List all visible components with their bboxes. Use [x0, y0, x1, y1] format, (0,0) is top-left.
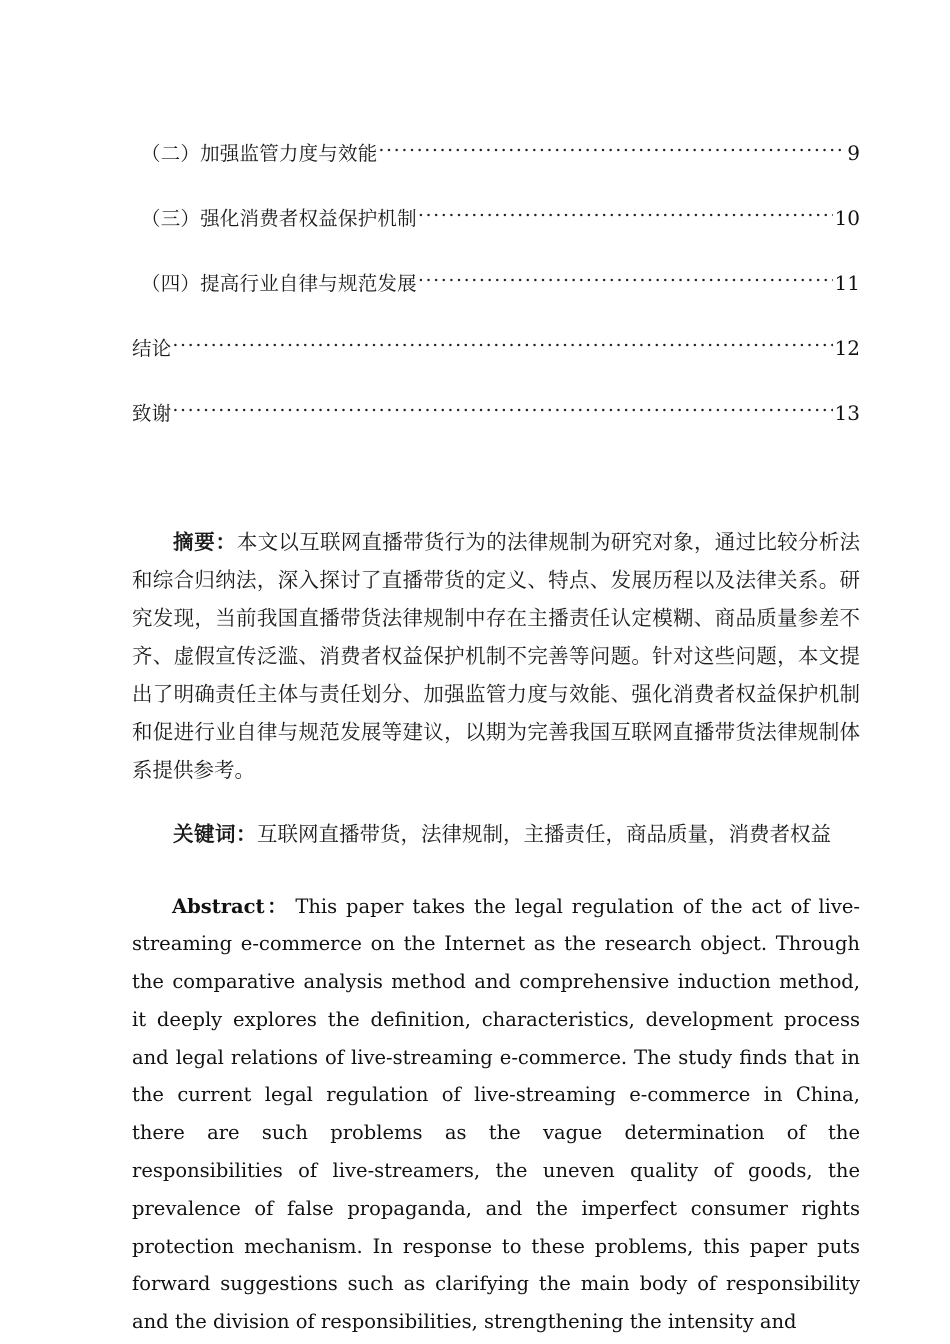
toc-page-number: 12 [834, 336, 860, 360]
toc-page-number: 9 [847, 141, 860, 165]
toc-entry[interactable] [132, 268, 860, 333]
toc-entry-title: （二）加强监管力度与效能 [141, 142, 378, 165]
toc-dot-leader [172, 401, 832, 421]
chinese-abstract-body: 本文以互联网直播带货行为的法律规制为研究对象，通过比较分析法和综合归纳法，深入探讨了直播带货的定义、特点、发展历程以及法律关系。研究发现，当前我国直播带货法律规制中存在主播责任认定模糊、商品质量参差不齐、虚假宣传泛滥、消费者权益保护机制不完善等问题。针对这些问题，本文提出了明确责任主体与责任划分、加强监管力度与效能、强化消费者权益保护机制和促进行业自律与规范发展等建议，以期为完善我国互联网直播带货法律规制体系提供参考。 [132, 529, 860, 782]
toc-dot-leader [378, 141, 845, 161]
chinese-keywords-label: 关键词： [173, 821, 257, 846]
toc-entry[interactable] [132, 138, 860, 203]
english-abstract-body: This paper takes the legal regulation of the act of live-streaming e-commerce on the Internet as the research object. Through the comparative analysis method and comprehensive induction method, it deeply explores the definition, characteristics, development process and legal relations of live-streaming e-commerce. The study finds that in the current legal regulation of live-streaming e-commerce in China, there are such problems as the vague determination of the responsibilities of live-streamers, the uneven quality of goods, the prevalence of false propaganda, and the imperfect consumer rights protection mechanism. In response to these problems, this paper puts forward suggestions such as clarifying the main body of responsibility and the division of responsibilities, strengthening the intensity and [132, 894, 860, 1334]
toc-entry[interactable] [132, 398, 860, 463]
chinese-abstract-label: 摘要： [173, 529, 237, 554]
chinese-keywords-paragraph [132, 817, 860, 851]
english-abstract-paragraph [132, 888, 860, 1342]
toc-dot-leader [418, 271, 833, 291]
english-abstract-label: Abstract： [172, 894, 290, 918]
toc-dot-leader [418, 206, 833, 226]
toc-entry-title: （四）提高行业自律与规范发展 [141, 272, 417, 295]
toc-entry[interactable] [132, 333, 860, 398]
toc-entry-title: （三）强化消费者权益保护机制 [141, 207, 417, 230]
toc-page-number: 11 [834, 271, 860, 295]
chinese-keywords-body: 互联网直播带货，法律规制，主播责任，商品质量，消费者权益 [257, 821, 831, 846]
toc-entry-title: 致谢 [132, 402, 172, 425]
toc-entry-title: 结论 [132, 337, 172, 360]
chinese-abstract-paragraph [132, 523, 860, 789]
toc-page-number: 13 [834, 401, 860, 425]
toc-dot-leader [172, 336, 832, 356]
toc-entry[interactable] [132, 203, 860, 268]
table-of-contents [132, 138, 860, 463]
toc-page-number: 10 [834, 206, 860, 230]
